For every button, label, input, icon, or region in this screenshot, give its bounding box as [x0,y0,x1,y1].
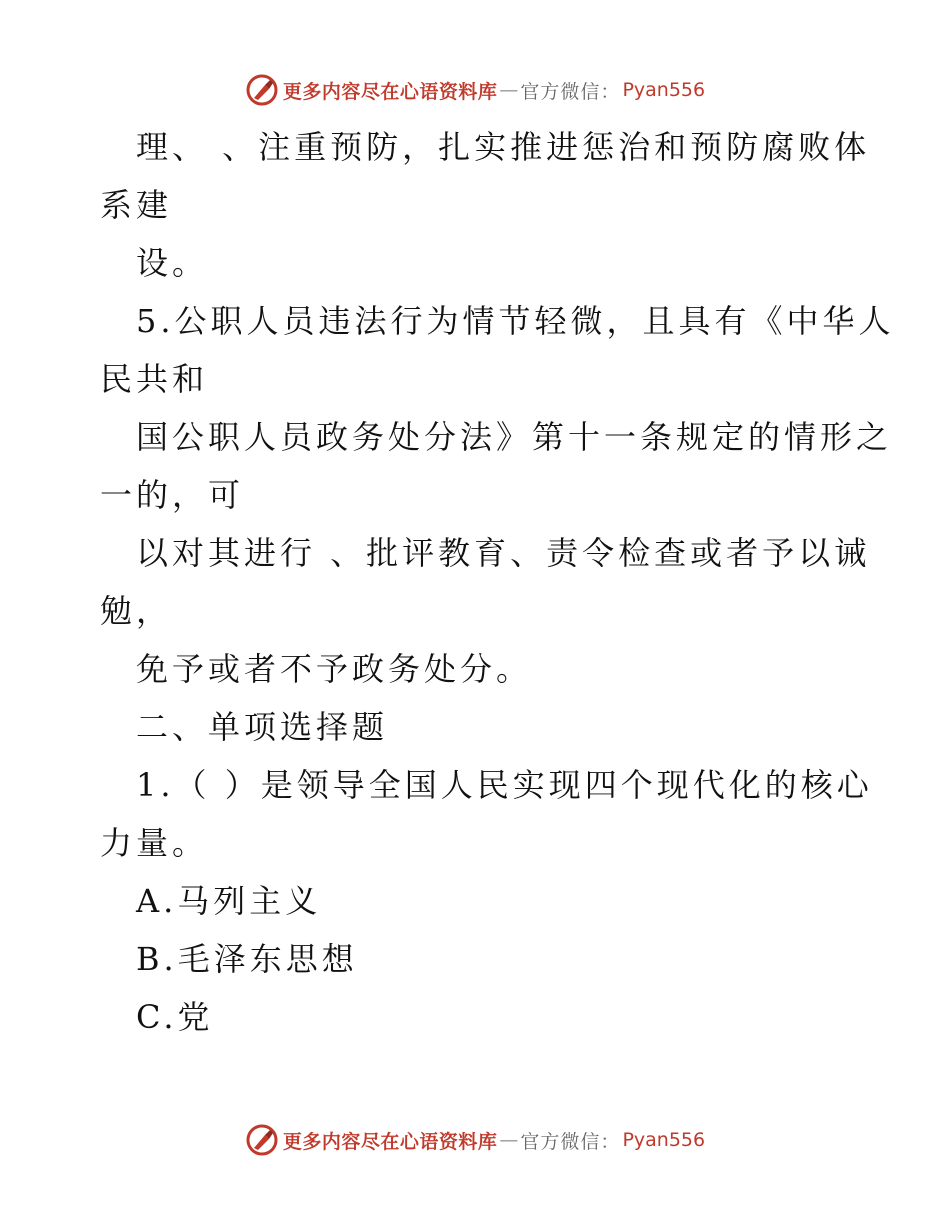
watermark-title: 更多内容尽在心语资料库 [282,80,498,103]
section-heading: 二、单项选择题 [136,708,389,746]
question-text: 力量。 [100,824,209,862]
text-line: 免予或者不予政务处分。 [136,650,533,688]
header-watermark [0,72,950,108]
answer-option-c: C.党 [136,998,214,1036]
document-body [100,118,895,1046]
text-line: 系建 [100,186,173,224]
watermark-wechat-id: Pyan556 [622,1129,706,1151]
question-text: 1.（ ）是领导全国人民实现四个现代化的核心 [136,766,873,804]
watermark-label: 官方微信： [520,80,621,103]
pen-nib-circle-icon [245,1123,279,1157]
watermark-title: 更多内容尽在心语资料库 [282,1130,498,1153]
watermark-separator: — [499,79,519,101]
text-line: 5.公职人员违法行为情节轻微，且具有《中华人 [136,302,895,340]
text-line: 一的，可 [100,476,245,514]
text-line: 理、 、注重预防，扎实推进惩治和预防腐败体 [136,128,871,166]
text-line: 勉， [100,592,173,630]
answer-option-b: B.毛泽东思想 [136,940,358,978]
text-line: 设。 [136,244,209,282]
watermark-wechat-id: Pyan556 [622,79,706,101]
text-line: 民共和 [100,360,209,398]
text-line: 国公职人员政务处分法》第十一条规定的情形之 [136,418,893,456]
footer-watermark [0,1122,950,1158]
pen-nib-circle-icon [245,73,279,107]
watermark-separator: — [499,1129,519,1151]
answer-option-a: A.马列主义 [136,882,322,920]
text-line: 以对其进行 、批评教育、责令检查或者予以诫 [136,534,871,572]
watermark-label: 官方微信： [520,1130,621,1153]
